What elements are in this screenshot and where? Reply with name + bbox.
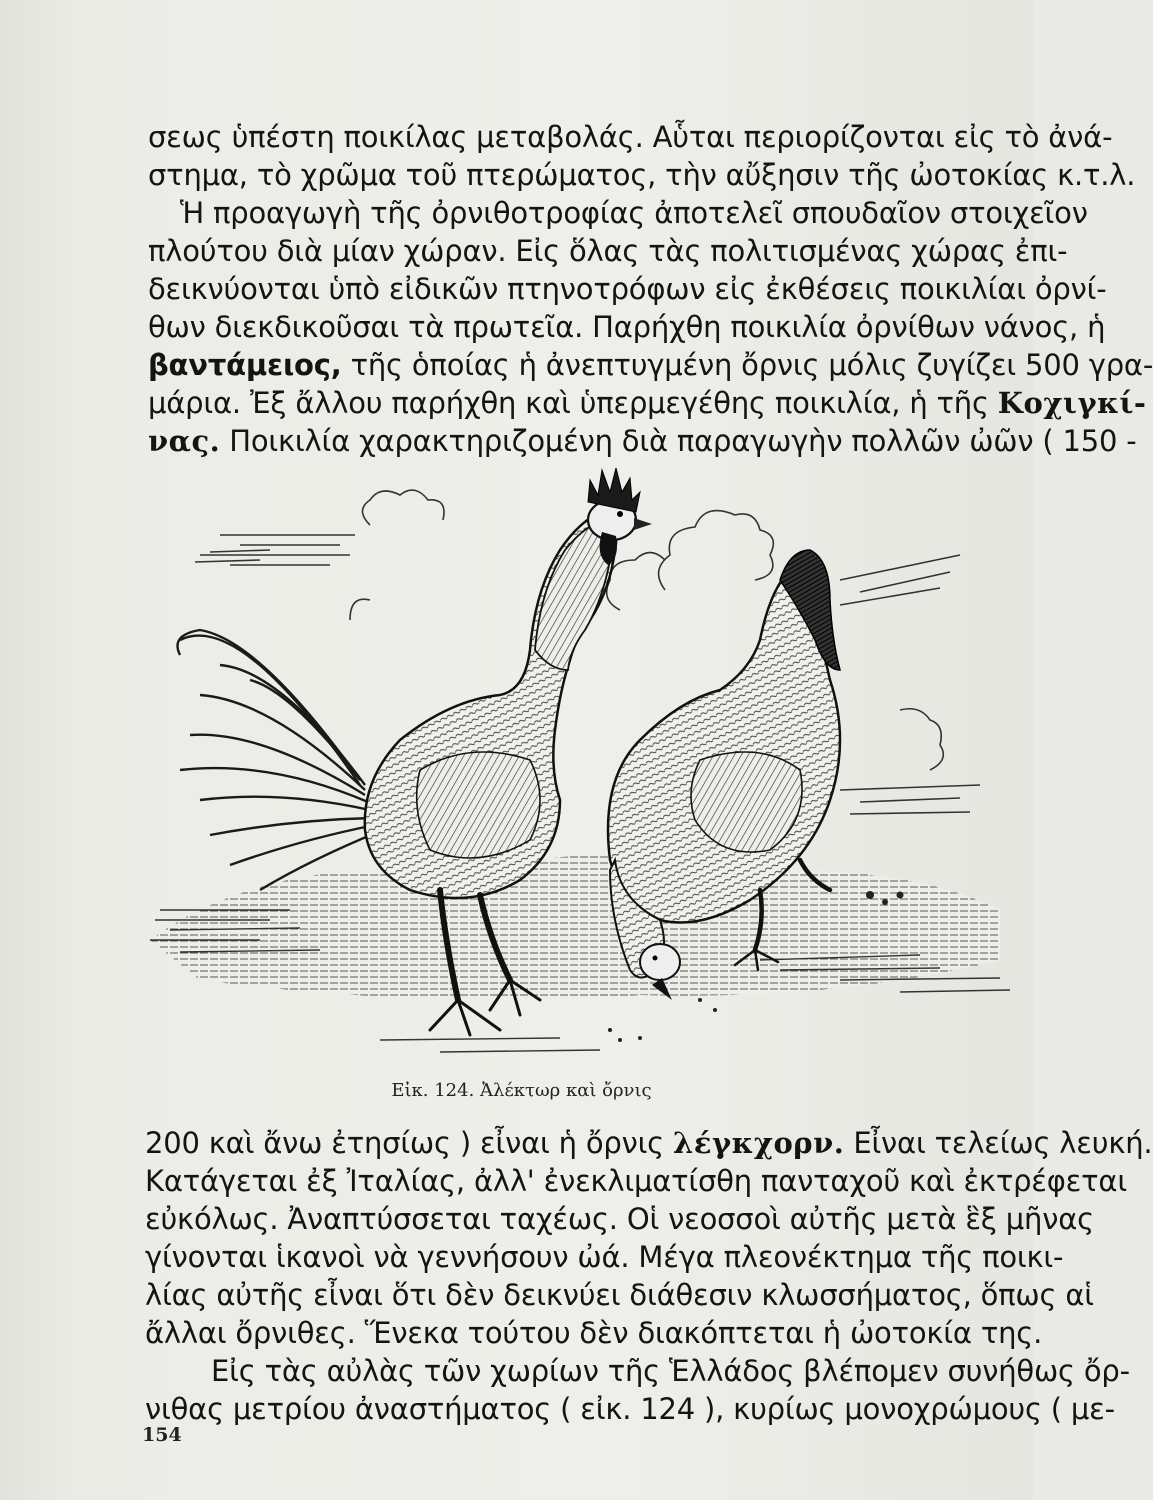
text-line: εὐκόλως. Ἀναπτύσσεται ταχέως. Οἱ νεοσσοὶ αὐτῆς μετὰ ἓξ μῆνας (145, 1202, 1094, 1236)
ground-shading (150, 855, 1000, 1000)
bold-term-cochin-end: νας. (148, 424, 221, 458)
text-line: ἄλλαι ὄρνιθες. Ἕνεκα τούτου δὲν διακόπτεται ἡ ὠοτοκία της. (145, 1316, 1043, 1350)
text-span: τῆς ὁποίας ἡ ἀνεπτυγμένη ὄρνις μόλις ζυγίζει 500 γρα- (341, 348, 1153, 382)
rooster-and-hen-illustration (140, 440, 1020, 1070)
text-line: Ἡ προαγωγὴ τῆς ὀρνιθοτροφίας ἀποτελεῖ σπουδαῖον στοιχεῖον (180, 196, 1088, 230)
text-span: 200 καὶ ἄνω ἐτησίως ) εἶναι ἡ ὄρνις (145, 1126, 674, 1160)
text-span: Εἶναι τελείως λευκή. (844, 1126, 1153, 1160)
text-line (145, 1124, 1153, 1162)
text-line: γίνονται ἱκανοὶ νὰ γεννήσουν ὠά. Μέγα πλεονέκτημα τῆς ποικι- (145, 1240, 1064, 1274)
text-line: θων διεκδικοῦσαι τὰ πρωτεῖα. Παρήχθη ποικιλία ὀρνίθων νάνος, ἡ (148, 310, 1106, 344)
page-number: 154 (142, 1424, 182, 1446)
text-line: λίας αὐτῆς εἶναι ὅτι δὲν δεικνύει διάθεσιν κλωσσήματος, ὅπως αἱ (145, 1278, 1094, 1312)
text-span: μάρια. Ἐξ ἄλλου παρήχθη καὶ ὑπερμεγέθης ποικιλία, ἡ τῆς (148, 386, 998, 420)
bottom-paragraph (145, 1124, 1153, 1428)
text-line (148, 346, 1153, 384)
bold-term-cochin: Κοχιγκί- (997, 386, 1147, 420)
rooster-neck (535, 520, 611, 670)
text-line: Κατάγεται ἐξ Ἰταλίας, ἀλλ' ἐνεκλιματίσθη πανταχοῦ καὶ ἐκτρέφεται (145, 1164, 1127, 1198)
text-line: δεικνύονται ὑπὸ εἰδικῶν πτηνοτρόφων εἰς ἐκθέσεις ποικιλίαι ὀρνί- (148, 272, 1107, 306)
text-line: πλούτου διὰ μίαν χώραν. Εἰς ὅλας τὰς πολιτισμένας χώρας ἐπι- (148, 234, 1068, 268)
rooster-wing (417, 752, 540, 858)
bold-term-bantam: βαντάμειος, (148, 348, 342, 382)
text-span: Ποικιλία χαρακτηριζομένη διὰ παραγωγὴν πολλῶν ὠῶν ( 150 - (220, 424, 1137, 458)
rooster-beak (634, 518, 652, 530)
text-line: νιθας μετρίου ἀναστήματος ( εἰκ. 124 ), κυρίως μονοχρώμους ( με- (145, 1392, 1115, 1426)
figure-caption: Εἰκ. 124. Ἀλέκτωρ καὶ ὄρνις (391, 1080, 652, 1101)
top-paragraph (148, 118, 1153, 460)
bold-term-leghorn: λέγκχορν. (673, 1126, 845, 1160)
text-line: σεως ὑπέστη ποικίλας μεταβολάς. Αὗται περιορίζονται εἰς τὸ ἀνά- (148, 120, 1113, 154)
text-line (148, 384, 1147, 422)
hen-head (640, 944, 680, 980)
rooster-tail (178, 630, 379, 890)
text-line: στημα, τὸ χρῶμα τοῦ πτερώματος, τὴν αὔξησιν τῆς ὠοτοκίας κ.τ.λ. (148, 158, 1136, 192)
text-line: Εἰς τὰς αὐλὰς τῶν χωρίων τῆς Ἑλλάδος βλέπομεν συνήθως ὄρ- (211, 1354, 1130, 1388)
